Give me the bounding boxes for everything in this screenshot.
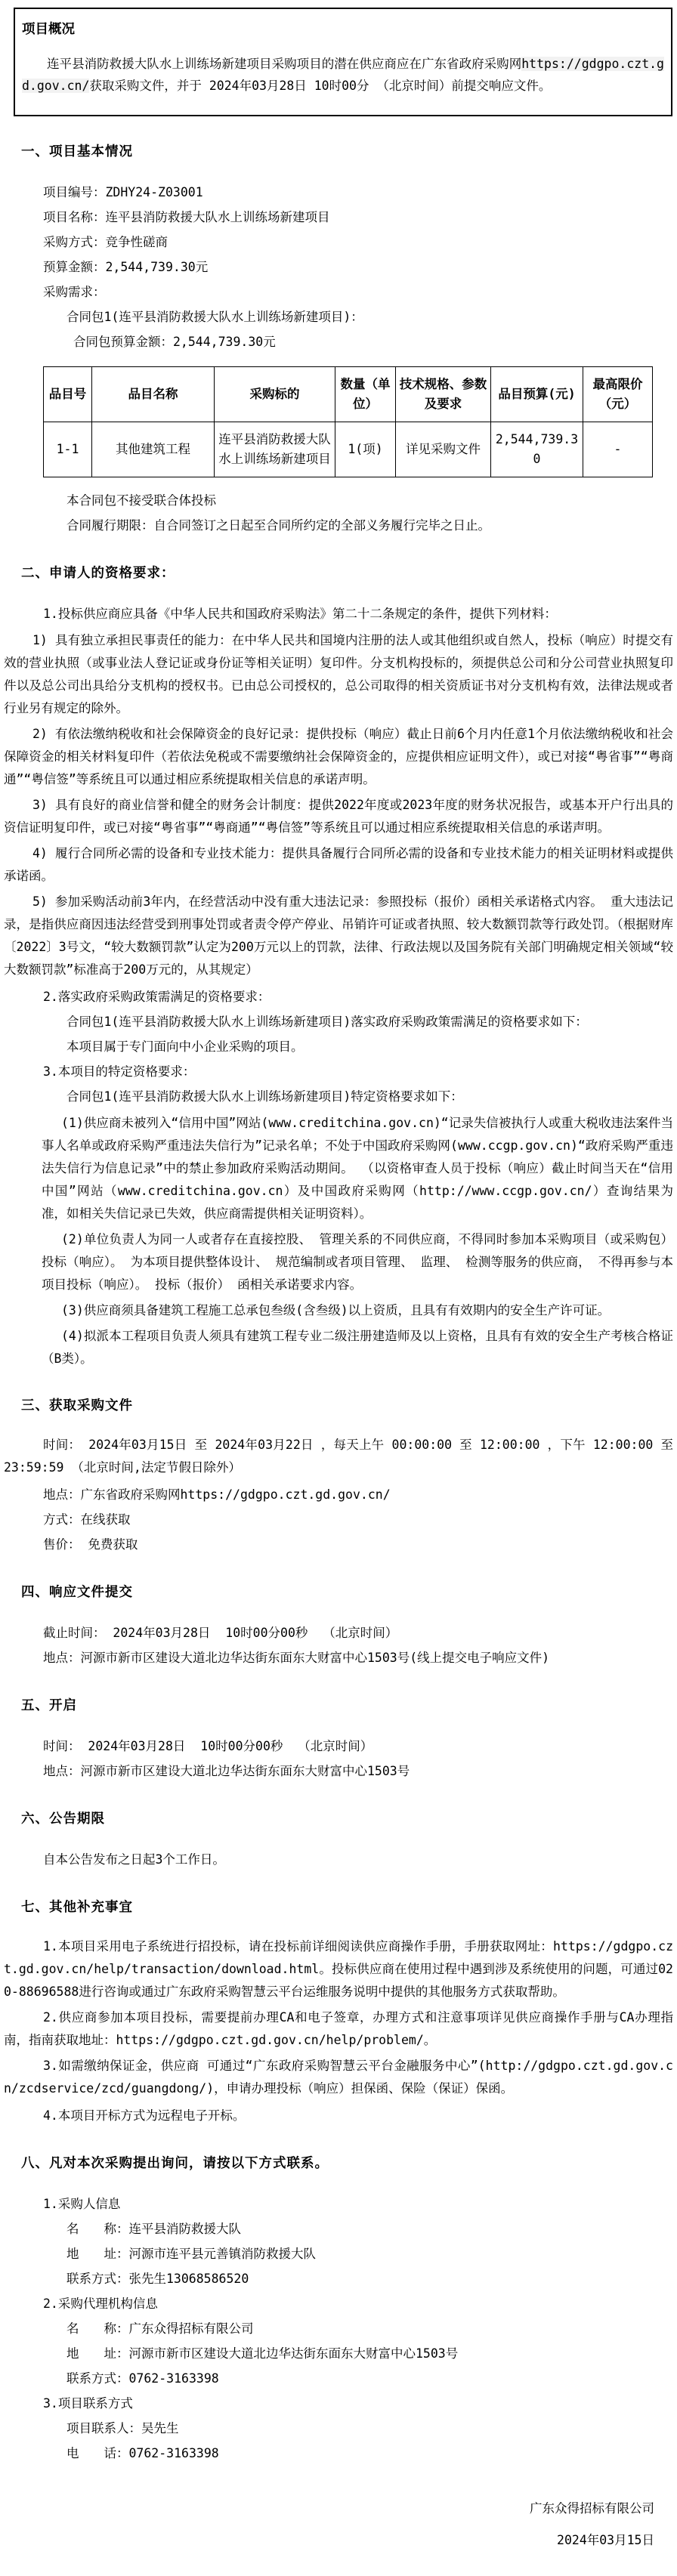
doc-line: 3) 具有良好的商业信誉和健全的财务会计制度：提供2022年度或2023年度的财务状况报告，或基本开户行出具的资信证明复印件，或已对接“粤省事”“粤商通”“粤信签”等系统且可以通过相应系统提取相关信息的承诺声明。 — [4, 798, 673, 835]
doc-line: 方式：在线获取 — [43, 1512, 131, 1527]
doc-line: 联系方式：0762-3163398 — [66, 2371, 219, 2386]
table-cell: 连平县消防救援大队水上训练场新建项目 — [215, 422, 335, 477]
table-cell: - — [583, 422, 653, 477]
doc-line: 地 址：河源市连平县元善镇消防救援大队 — [66, 2247, 316, 2261]
doc-line: 1) 具有独立承担民事责任的能力：在中华人民共和国境内注册的法人或其他组织或自然人，投标（响应）时提交有效的营业执照（或事业法人登记证或身份证等相关证明）复印件。分支机构投标的，须提供总公司和分公司营业执照复印件以及总公司出具给分支机构的授权书。已由总公司授权的，总公司取得的相关资质证书对分支机构有效，法律法规或者行业另有规定的除外。 — [4, 633, 673, 715]
doc-line: 2) 有依法缴纳税收和社会保障资金的良好记录：提供投标（响应）截止日前6个月内任意1个月依法缴纳税收和社会保障资金的相关材料复印件（若依法免税或不需要缴纳社会保障资金的，应提供相应证明文件），或已对接“粤省事”“粤商通”“粤信签”等系统且可以通过相应系统提取相关信息的承诺声明。 — [4, 727, 673, 786]
doc-line: 5) 参加采购活动前3年内，在经营活动中没有重大违法记录：参照投标（报价）函相关承诺格式内容。 重大违法记录，是指供应商因违法经营受到刑事处罚或者责令停产停业、吊销许可证或者执照、较大数额罚款等行政处罚。（根据财库〔2022〕3号文，“较大数额罚款”认定为200万元以上的罚款，法律、行政法规以及国务院有关部门明确规定相关领域“较大数额罚款”标准高于200万元的，从其规定） — [4, 894, 673, 977]
doc-line: 本合同包不接受联合体投标 — [66, 493, 216, 508]
doc-line: (1)供应商未被列入“信用中国”网站(www.creditchina.gov.cn)“记录失信被执行人或重大税收违法案件当事人名单或政府采购严重违法失信行为”记录名单；不处于中国政府采购网(www.ccgp.gov.cn)“政府采购严重违法失信行为信息记录”中的禁止参加政府采购活动期间。 （以资格审查人员于投标（响应）截止时间当天在“信用中国”网站（www.creditchina.gov.cn）及中国政府采购网（http://www.ccgp.gov.cn/）查询结果为准，如相关失信记录已失效，供应商需提供相关证明资料）。 — [42, 1116, 673, 1221]
overview-text-before: 连平县消防救援大队水上训练场新建项目采购项目的潜在供应商应在广东省政府采购网 — [47, 57, 522, 71]
table-header-cell: 最高限价（元） — [583, 367, 653, 422]
doc-line: 1.本项目采用电子系统进行招投标，请在投标前详细阅读供应商操作手册，手册获取网址：https://gdgpo.czt.gd.gov.cn/help/transaction/download.html。投标供应商在使用过程中遇到涉及系统使用的问题，可通过020-88696588进行咨询或通过广东政府采购智慧云平台运维服务说明中提供的其他服务方式获取帮助。 — [4, 1939, 673, 1999]
doc-line: 联系方式：张先生13068586520 — [66, 2272, 249, 2286]
doc-line: 项目编号：ZDHY24-Z03001 — [43, 185, 203, 199]
doc-line: 2.供应商参加本项目投标，需要提前办理CA和电子签章，办理方式和注意事项详见供应商操作手册与CA办理指南，指南获取地址：https://gdgpo.czt.gd.gov.cn/help/problem/。 — [4, 2010, 673, 2047]
document-body-top — [0, 142, 677, 354]
doc-line: (4)拟派本工程项目负责人须具有建筑工程专业二级注册建造师及以上资格，且具有有效的安全生产考核合格证（B类）。 — [42, 1329, 673, 1366]
doc-line: 1.采购人信息 — [43, 2197, 121, 2211]
doc-line: 采购需求： — [43, 285, 106, 299]
table-cell: 其他建筑工程 — [92, 422, 215, 477]
doc-line: 名 称：连平县消防救援大队 — [66, 2222, 241, 2236]
doc-line: 时间： 2024年03月15日 至 2024年03月22日 ，每天上午 00:00:00 至 12:00:00 ，下午 12:00:00 至 23:59:59 （北京时间,法定节假日除外） — [4, 1438, 673, 1475]
procurement-announcement-page — [0, 8, 677, 2576]
doc-line: 电 话：0762-3163398 — [66, 2446, 219, 2460]
overview-title: 项目概况 — [22, 22, 75, 37]
doc-line: 预算金额：2,544,739.30元 — [43, 260, 209, 274]
doc-line: 项目联系人：吴先生 — [66, 2421, 179, 2435]
table-cell: 1(项) — [335, 422, 396, 477]
doc-line: 地点：河源市新市区建设大道北边华达街东面东大财富中心1503号(线上提交电子响应文件) — [43, 1651, 550, 1665]
doc-line: 时间： 2024年03月28日 10时00分00秒 （北京时间） — [43, 1739, 373, 1753]
doc-line: 1.投标供应商应具备《中华人民共和国政府采购法》第二十二条规定的条件，提供下列材料： — [43, 607, 557, 621]
announcement-date: 2024年03月15日 — [557, 2533, 654, 2547]
table-header-cell: 品目预算(元) — [491, 367, 583, 422]
doc-line: (2)单位负责人为同一人或者存在直接控股、 管理关系的不同供应商，不得同时参加本采购项目（或采购包）投标（响应）。 为本项目提供整体设计、 规范编制或者项目管理、 监理、 检测等服务的供应商， 不得再参与本项目投标（响应）。 投标（报价） 函相关承诺要求内容。 — [42, 1232, 673, 1292]
doc-line: 2.落实政府采购政策需满足的资格要求： — [43, 990, 270, 1004]
table-cell: 详见采购文件 — [396, 422, 491, 477]
doc-line: 地 址：河源市新市区建设大道北边华达街东面东大财富中心1503号 — [66, 2346, 459, 2361]
doc-line: 2.采购代理机构信息 — [43, 2296, 158, 2311]
signature-block — [0, 2493, 677, 2556]
table-row — [44, 422, 653, 477]
agency-signature: 广东众得招标有限公司 — [530, 2501, 654, 2516]
doc-line: 名 称：广东众得招标有限公司 — [66, 2321, 254, 2336]
doc-line: 一、项目基本情况 — [21, 144, 133, 159]
table-header-row — [44, 367, 653, 422]
doc-line: 售价： 免费获取 — [43, 1537, 138, 1552]
doc-line: 五、开启 — [21, 1698, 77, 1713]
doc-line: 合同包1(连平县消防救援大队水上训练场新建项目)落实政府采购政策需满足的资格要求如下： — [66, 1015, 588, 1029]
doc-line: 七、其他补充事宜 — [21, 1900, 133, 1915]
doc-line: 合同履行期限：自合同签订之日起至合同所约定的全部义务履行完毕之日止。 — [66, 518, 490, 533]
doc-line: 合同包1(连平县消防救援大队水上训练场新建项目)特定资格要求如下： — [66, 1089, 463, 1104]
doc-line: 四、响应文件提交 — [21, 1585, 133, 1600]
overview-text-after: 获取采购文件，并于 2024年03月28日 10时00分 （北京时间）前提交响应文件。 — [89, 79, 552, 93]
doc-line: 地点：广东省政府采购网https://gdgpo.czt.gd.gov.cn/ — [43, 1487, 391, 1502]
doc-line: 三、获取采购文件 — [21, 1398, 133, 1413]
table-cell: 1-1 — [44, 422, 92, 477]
project-overview-box — [14, 8, 672, 116]
doc-line: 截止时间： 2024年03月28日 10时00分00秒 （北京时间） — [43, 1626, 398, 1640]
doc-line: 4.本项目开标方式为远程电子开标。 — [43, 2108, 246, 2123]
doc-line: 合同包预算金额：2,544,739.30元 — [73, 335, 276, 349]
doc-line: 二、申请人的资格要求： — [21, 566, 175, 581]
doc-line: 六、公告期限 — [21, 1812, 105, 1827]
table-cell: 2,544,739.30 — [491, 422, 583, 477]
doc-line: 八、凡对本次采购提出询问，请按以下方式联系。 — [21, 2156, 329, 2171]
doc-line: 项目名称：连平县消防救援大队水上训练场新建项目 — [43, 210, 330, 224]
doc-line: 4) 履行合同所必需的设备和专业技术能力：提供具备履行合同所必需的设备和专业技术能力的相关证明材料或提供承诺函。 — [4, 846, 673, 883]
document-body-main — [0, 488, 677, 2466]
table-header-cell: 数量（单位） — [335, 367, 396, 422]
doc-line: 地点：河源市新市区建设大道北边华达街东面东大财富中心1503号 — [43, 1764, 410, 1778]
table-header-cell: 技术规格、参数及要求 — [396, 367, 491, 422]
doc-line: (3)供应商须具备建筑工程施工总承包叁级(含叁级)以上资质，且具有有效期内的安全生产许可证。 — [61, 1303, 611, 1317]
procurement-site-url: https://gdgpo.czt.gd.gov.cn/ — [22, 57, 664, 93]
doc-line: 3.本项目的特定资格要求： — [43, 1064, 196, 1079]
doc-line: 合同包1(连平县消防救援大队水上训练场新建项目)： — [66, 310, 363, 324]
contract-items-table — [43, 366, 653, 477]
doc-line: 采购方式：竞争性磋商 — [43, 235, 168, 249]
table-header-cell: 品目名称 — [92, 367, 215, 422]
doc-line: 3.如需缴纳保证金，供应商 可通过“广东政府采购智慧云平台金融服务中心”(http://gdgpo.czt.gd.gov.cn/zcdservice/zcd/guangdong/)，申请办理投标（响应）担保函、保险（保证）保函。 — [4, 2059, 673, 2096]
doc-line: 本项目属于专门面向中小企业采购的项目。 — [66, 1039, 304, 1054]
doc-line: 自本公告发布之日起3个工作日。 — [43, 1852, 225, 1867]
overview-paragraph — [22, 53, 664, 97]
doc-line: 3.项目联系方式 — [43, 2396, 133, 2411]
table-header-cell: 品目号 — [44, 367, 92, 422]
table-header-cell: 采购标的 — [215, 367, 335, 422]
